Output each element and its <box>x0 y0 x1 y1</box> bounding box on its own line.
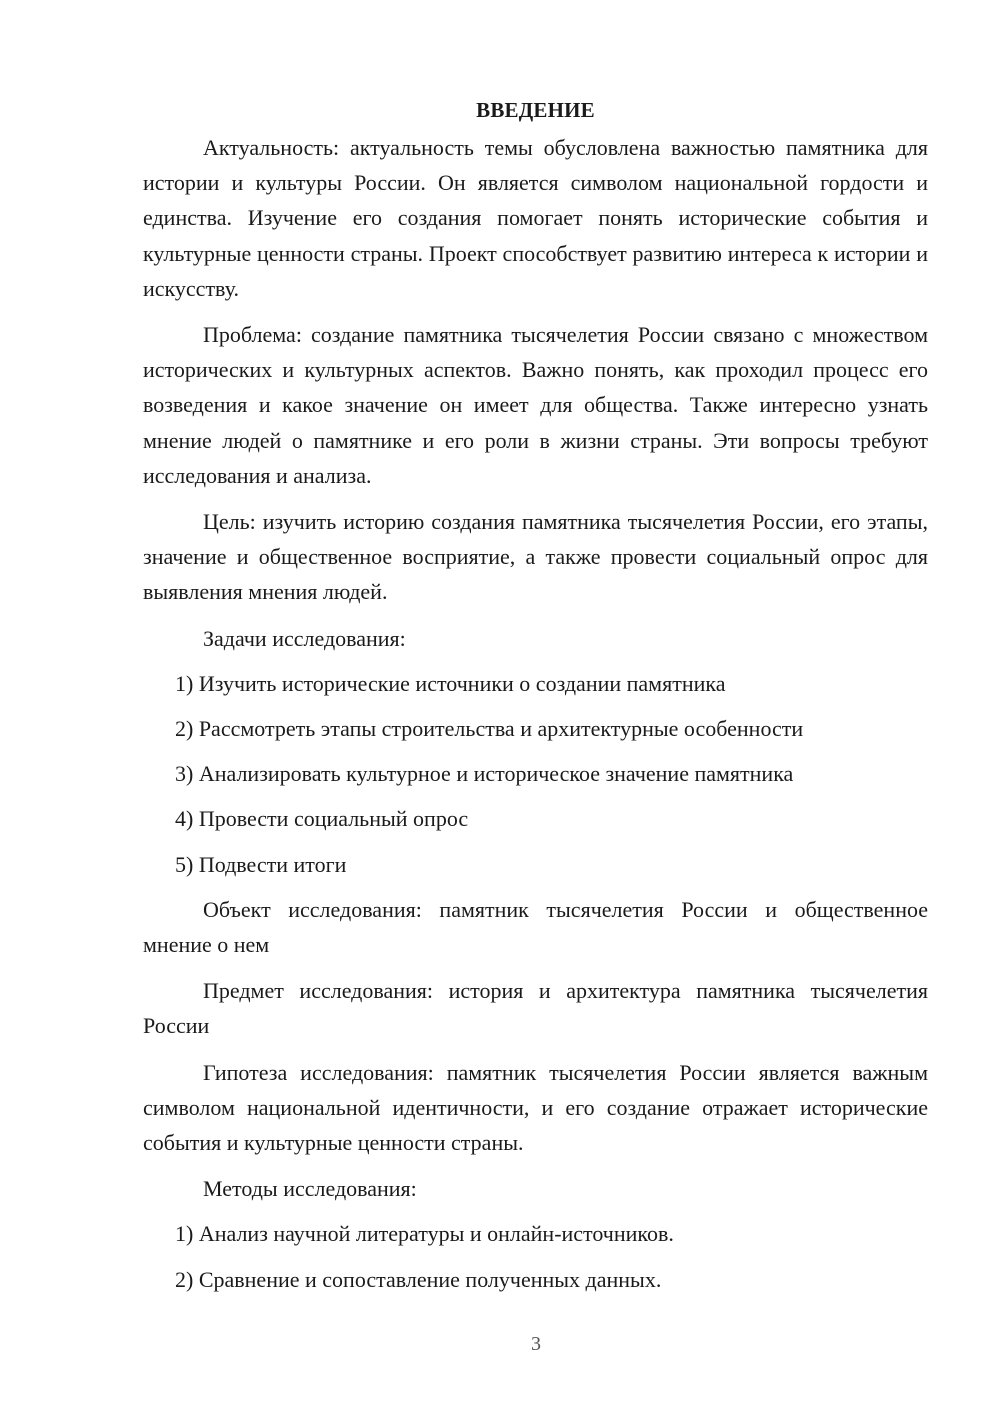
problem-paragraph: Проблема: создание памятника тысячелетия России связано с множеством исторических и культурных аспектов. Важно понять, как проходил процесс его возведения и какое значение он имеет для общества. Также интересно узнать мнение людей о памятнике и его роли в жизни страны. Эти вопросы требуют исследования и анализа. <box>143 322 928 488</box>
tasks-heading: Задачи исследования: <box>203 625 406 651</box>
hypothesis-paragraph: Гипотеза исследования: памятник тысячелетия России является важным символом национальной идентичности, и его создание отражает исторические события и культурные ценности страны. <box>143 1059 928 1156</box>
task-item: 2) Рассмотреть этапы строительства и архитектурные особенности <box>175 716 804 742</box>
tasks-list <box>143 666 928 882</box>
section-title: ВВЕДЕНИЕ <box>476 98 595 122</box>
method-item: 1) Анализ научной литературы и онлайн-источников. <box>175 1221 674 1247</box>
goal-paragraph: Цель: изучить историю создания памятника тысячелетия России, его этапы, значение и общественное восприятие, а также провести социальный опрос для выявления мнения людей. <box>143 509 928 605</box>
methods-heading: Методы исследования: <box>203 1176 417 1202</box>
object-paragraph: Объект исследования: памятник тысячелетия России и общественное мнение о нем <box>143 896 928 958</box>
subject-paragraph: Предмет исследования: история и архитектура памятника тысячелетия России <box>143 978 928 1039</box>
task-item: 1) Изучить исторические источники о создании памятника <box>175 670 726 696</box>
task-item: 5) Подвести итоги <box>175 851 347 877</box>
page-content <box>143 96 928 1307</box>
task-item: 3) Анализировать культурное и историческое значение памятника <box>175 761 794 787</box>
task-item: 4) Провести социальный опрос <box>175 806 469 832</box>
actuality-paragraph: Актуальность: актуальность темы обусловлена важностью памятника для истории и культуры России. Он является символом национальной гордости и единства. Изучение его создания помогает понять исторические события и культурные ценности страны. Проект способствует развитию интереса к истории и искусству. <box>143 135 928 301</box>
methods-list <box>143 1216 928 1296</box>
method-item: 2) Сравнение и сопоставление полученных данных. <box>175 1266 662 1292</box>
page-number: 3 <box>531 1333 541 1355</box>
